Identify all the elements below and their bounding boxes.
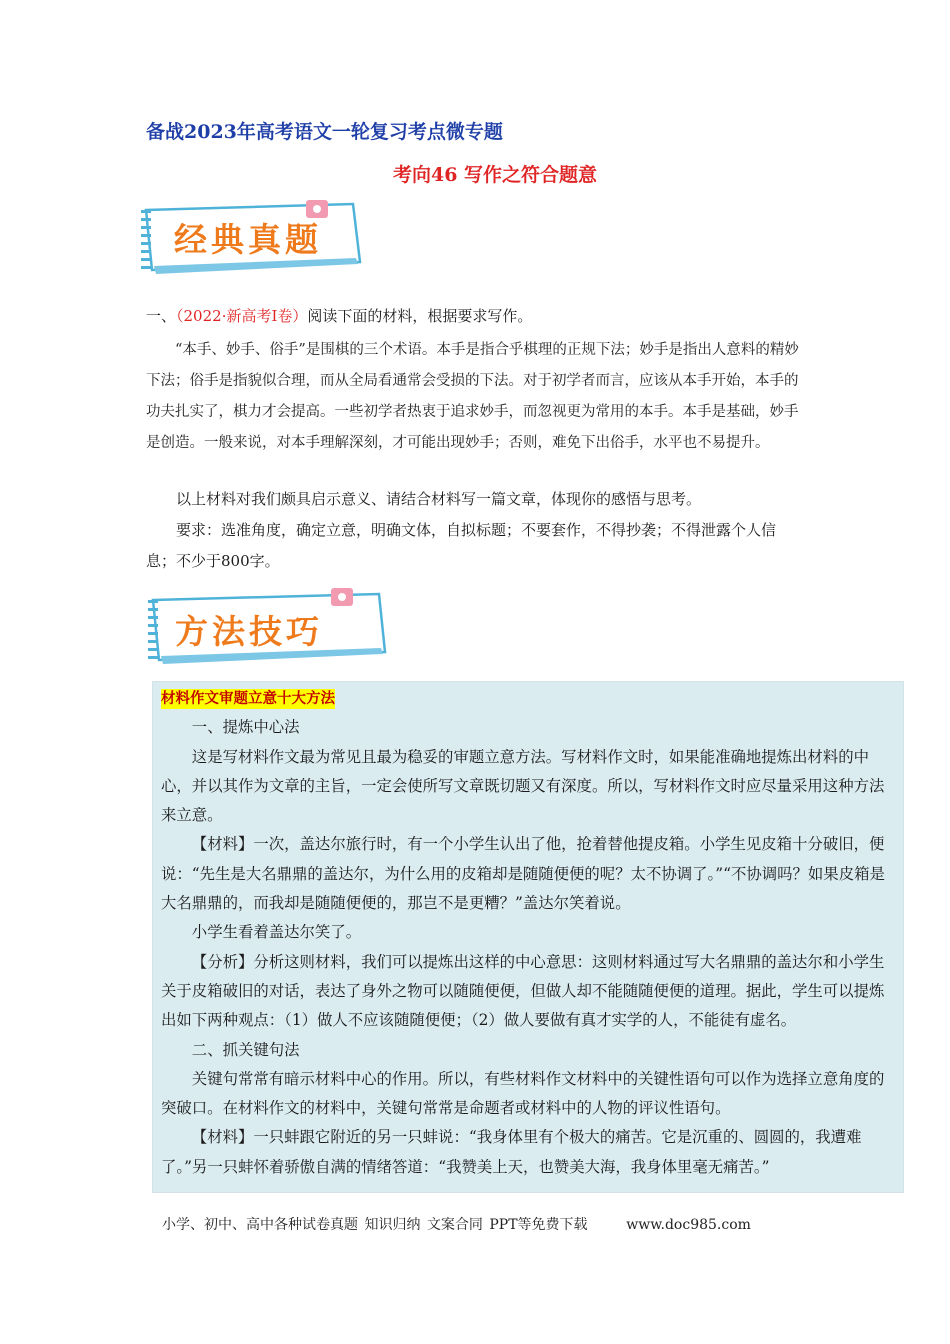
footer bbox=[162, 1214, 751, 1234]
question-instruction: 阅读下面的材料，根据要求写作。 bbox=[307, 307, 533, 325]
methods-banner bbox=[145, 586, 395, 670]
material-paragraph: “本手、妙手、俗手”是围棋的三个术语。本手是指合乎棋理的正规下法；妙手是指出人意料的精妙下法；俗手是指貌似合理，而从全局看通常会受损的下法。对于初学者而言，应该从本手开始，本手的功夫扎实了，棋力才会提高。一些初学者热衷于追求妙手，而忽视更为常用的本手。本手是基础，妙手是创造。一般来说，对本手理解深刻，才可能出现妙手；否则，难免下出俗手，水平也不易提升。 bbox=[146, 342, 799, 451]
method-paragraph: 小学生看着盖达尔笑了。 bbox=[191, 923, 362, 942]
topic-title: 考向46 写作之符合题意 bbox=[392, 164, 598, 186]
footer-text: 小学、初中、高中各种试卷真题 知识归纳 文案合同 PPT等免费下载 bbox=[162, 1217, 588, 1233]
question-number: 一、 bbox=[146, 307, 177, 325]
method-paragraph: 【分析】分析这则材料，我们可以提炼出这样的中心意思：这则材料通过写大名鼎鼎的盖达尔和小学生关于皮箱破旧的对话，表达了身外之物可以随随便便，但做人却不能随随便便的道理。据此，学生可以提炼出如下两种观点：（1）做人不应该随随便便；（2）做人要做有真才实学的人，不能徒有虚名。 bbox=[161, 952, 885, 1030]
question-requirements: 要求：选准角度，确定立意，明确文体，自拟标题；不要套作，不得抄袭；不得泄露个人信息；不少于800字。 bbox=[146, 521, 777, 570]
classic-questions-label: 经典真题 bbox=[174, 220, 322, 259]
classic-questions-banner bbox=[138, 198, 368, 280]
method-paragraph: 【材料】一次，盖达尔旅行时，有一个小学生认出了他，抢着替他提皮箱。小学生见皮箱十分破旧，便说：“先生是大名鼎鼎的盖达尔，为什么用的皮箱却是随随便便的呢？太不协调了。”“不协调吗？如果皮箱是大名鼎鼎的，而我却是随随便便的，那岂不是更糟？”盖达尔笑着说。 bbox=[161, 835, 885, 913]
method-paragraph: 【材料】一只蚌跟它附近的另一只蚌说：“我身体里有个极大的痛苦。它是沉重的、圆圆的，我遭难了。”另一只蚌怀着骄傲自满的情绪答道：“我赞美上天，也赞美大海，我身体里毫无痛苦。” bbox=[161, 1128, 862, 1176]
methods-box-heading: 材料作文审题立意十大方法 bbox=[161, 691, 335, 707]
question-material bbox=[146, 335, 806, 459]
method-paragraph: 关键句常常有暗示材料中心的作用。所以，有些材料作文材料中的关键性语句可以作为选择立意角度的突破口。在材料作文的材料中，关键句常常是命题者或材料中的人物的评议性语句。 bbox=[161, 1069, 885, 1118]
methods-label: 方法技巧 bbox=[175, 612, 323, 651]
question-line bbox=[146, 305, 532, 326]
series-title: 备战2023年高考语文一轮复习考点微专题 bbox=[146, 121, 503, 143]
method-heading: 一、提炼中心法 bbox=[191, 718, 300, 737]
method-heading: 二、抓关键句法 bbox=[191, 1040, 300, 1059]
methods-box bbox=[152, 681, 904, 1193]
method-paragraph: 这是写材料作文最为常见且最为稳妥的审题立意方法。写材料作文时，如果能准确地提炼出材料的中心，并以其作为文章的主旨，一定会使所写文章既切题又有深度。所以，写材料作文时应尽量采用这种方法来立意。 bbox=[161, 747, 885, 825]
question-source: （2022·新高考I卷） bbox=[176, 307, 308, 325]
footer-url[interactable]: www.doc985.com bbox=[626, 1217, 751, 1233]
question-prompt: 以上材料对我们颇具启示意义、请结合材料写一篇文章，体现你的感悟与思考。 bbox=[176, 490, 702, 508]
